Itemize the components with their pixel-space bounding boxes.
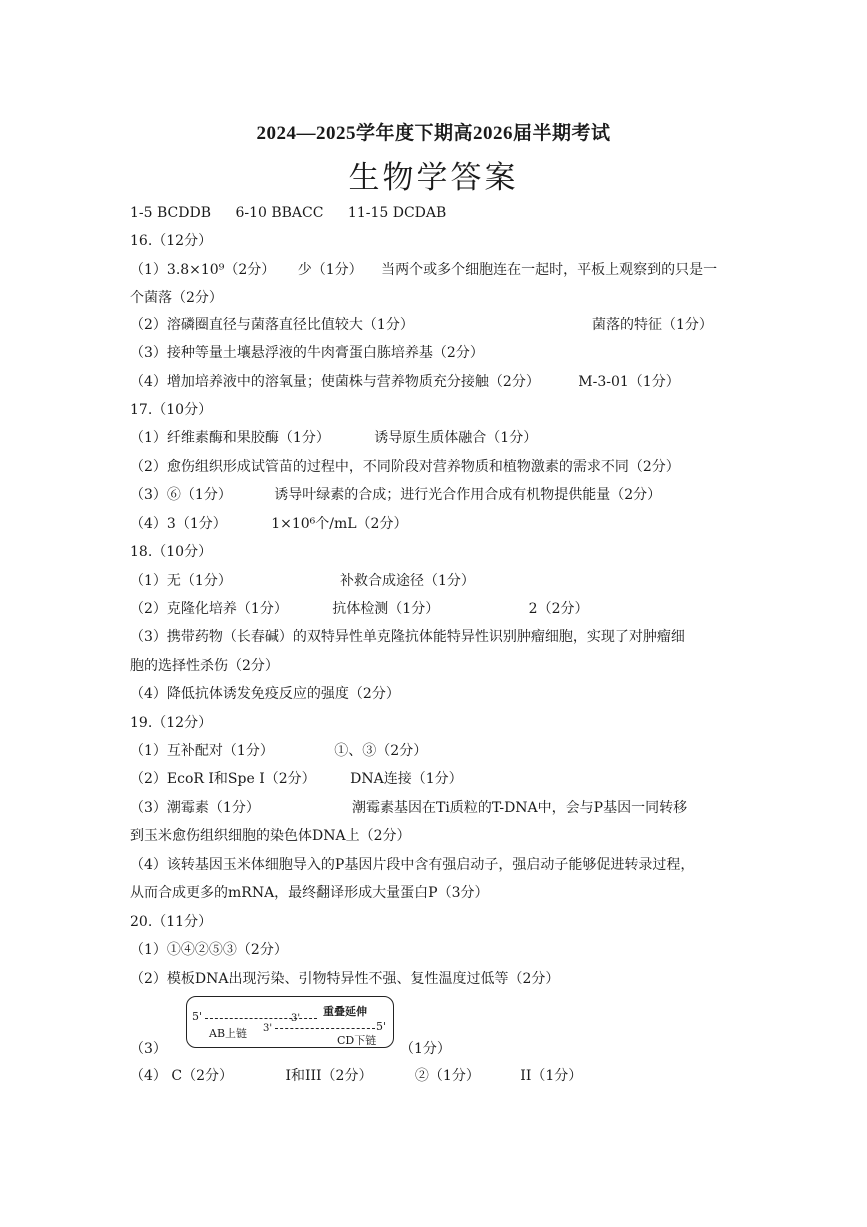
- diagram-5prime-bottom: 5': [376, 1020, 387, 1033]
- q17-part2: （2）愈伤组织形成试管苗的过程中，不同阶段对营养物质和植物激素的需求不同（2分）: [130, 459, 680, 475]
- q16-part3: （3）接种等量土壤悬浮液的牛肉膏蛋白胨培养基（2分）: [130, 345, 484, 361]
- q20-part2: （2）模板DNA出现污染、引物特异性不强、复性温度过低等（2分）: [130, 971, 560, 987]
- diagram-5prime-top: 5': [192, 1010, 203, 1023]
- choice-6-10: 6-10 BBACC: [235, 205, 324, 221]
- q17-heading: 17.（10分）: [130, 402, 213, 418]
- q19-part3: （3）潮霉素（1分） 潮霉素基因在Ti质粒的T-DNA中，会与P基因一同转移: [130, 800, 688, 816]
- q18-part3-cont: 胞的选择性杀伤（2分）: [130, 658, 279, 674]
- diagram-3prime-a: 3': [291, 1013, 301, 1024]
- q20-part1: （1）①④②⑤③（2分）: [130, 942, 288, 958]
- q17-part4: （4）3（1分） 1×10⁶个/mL（2分）: [130, 516, 408, 532]
- cd-lower-strand-label: CD下链: [337, 1034, 377, 1047]
- q18-heading: 18.（10分）: [130, 544, 213, 560]
- q16-heading: 16.（12分）: [130, 233, 213, 249]
- q18-part3: （3）携带药物（长春碱）的双特异性单克隆抗体能特异性识别肿瘤细胞，实现了对肿瘤细: [130, 629, 685, 645]
- q18-part2: （2）克隆化培养（1分） 抗体检测（1分） 2（2分）: [130, 601, 589, 617]
- cd-strand-line: [275, 1028, 375, 1029]
- q19-part2: （2）EcoR I和Spe I（2分） DNA连接（1分）: [130, 771, 463, 787]
- diagram-3prime-b: 3': [263, 1023, 273, 1034]
- choice-answers: [130, 203, 446, 223]
- q19-heading: 19.（12分）: [130, 715, 213, 731]
- q17-part3: （3）⑥（1分） 诱导叶绿素的合成；进行光合作用合成有机物提供能量（2分）: [130, 487, 662, 503]
- q20-part3-label: （3）: [130, 1041, 167, 1057]
- q19-part3-cont: 到玉米愈伤组织细胞的染色体DNA上（2分）: [130, 828, 411, 844]
- q16-part2: （2）溶磷圈直径与菌落直径比值较大（1分） 菌落的特征（1分）: [130, 317, 713, 333]
- q17-part1: （1）纤维素酶和果胶酶（1分） 诱导原生质体融合（1分）: [130, 430, 538, 446]
- q16-part1-cont: 个菌落（2分）: [130, 290, 223, 306]
- choice-1-5: 1-5 BCDDB: [130, 205, 211, 221]
- choice-11-15: 11-15 DCDAB: [347, 205, 447, 221]
- q18-part1: （1）无（1分） 补救合成途径（1分）: [130, 573, 475, 589]
- q16-part1: （1）3.8×10⁹（2分） 少（1分） 当两个或多个细胞连在一起时，平板上观察到的只是一: [130, 262, 718, 278]
- q19-part4-cont: 从而合成更多的mRNA，最终翻译形成大量蛋白P（3分）: [130, 885, 489, 901]
- ab-upper-strand-label: AB上链: [209, 1027, 248, 1040]
- q19-part4: （4）该转基因玉米体细胞导入的P基因片段中含有强启动子，强启动子能够促进转录过程，: [130, 857, 695, 873]
- q19-part1: （1）互补配对（1分） ①、③（2分）: [130, 743, 428, 759]
- q20-part3-score: （1分）: [400, 1041, 451, 1057]
- q16-part4: （4）增加培养液中的溶氧量；使菌株与营养物质充分接触（2分） M-3-01（1分）: [130, 374, 680, 390]
- subject-title: 生物学答案: [348, 160, 519, 196]
- overlap-label: 重叠延伸: [323, 1005, 367, 1018]
- q18-part4: （4）降低抗体诱发免疫反应的强度（2分）: [130, 686, 400, 702]
- q20-heading: 20.（11分）: [130, 914, 213, 930]
- ab-strand-line: [205, 1018, 317, 1019]
- q20-part4: （4） C（2分） I和III（2分） ②（1分） II（1分）: [130, 1068, 583, 1084]
- overlap-extension-diagram: [186, 996, 394, 1048]
- exam-title: 2024—2025学年度下期高2026届半期考试: [256, 123, 611, 144]
